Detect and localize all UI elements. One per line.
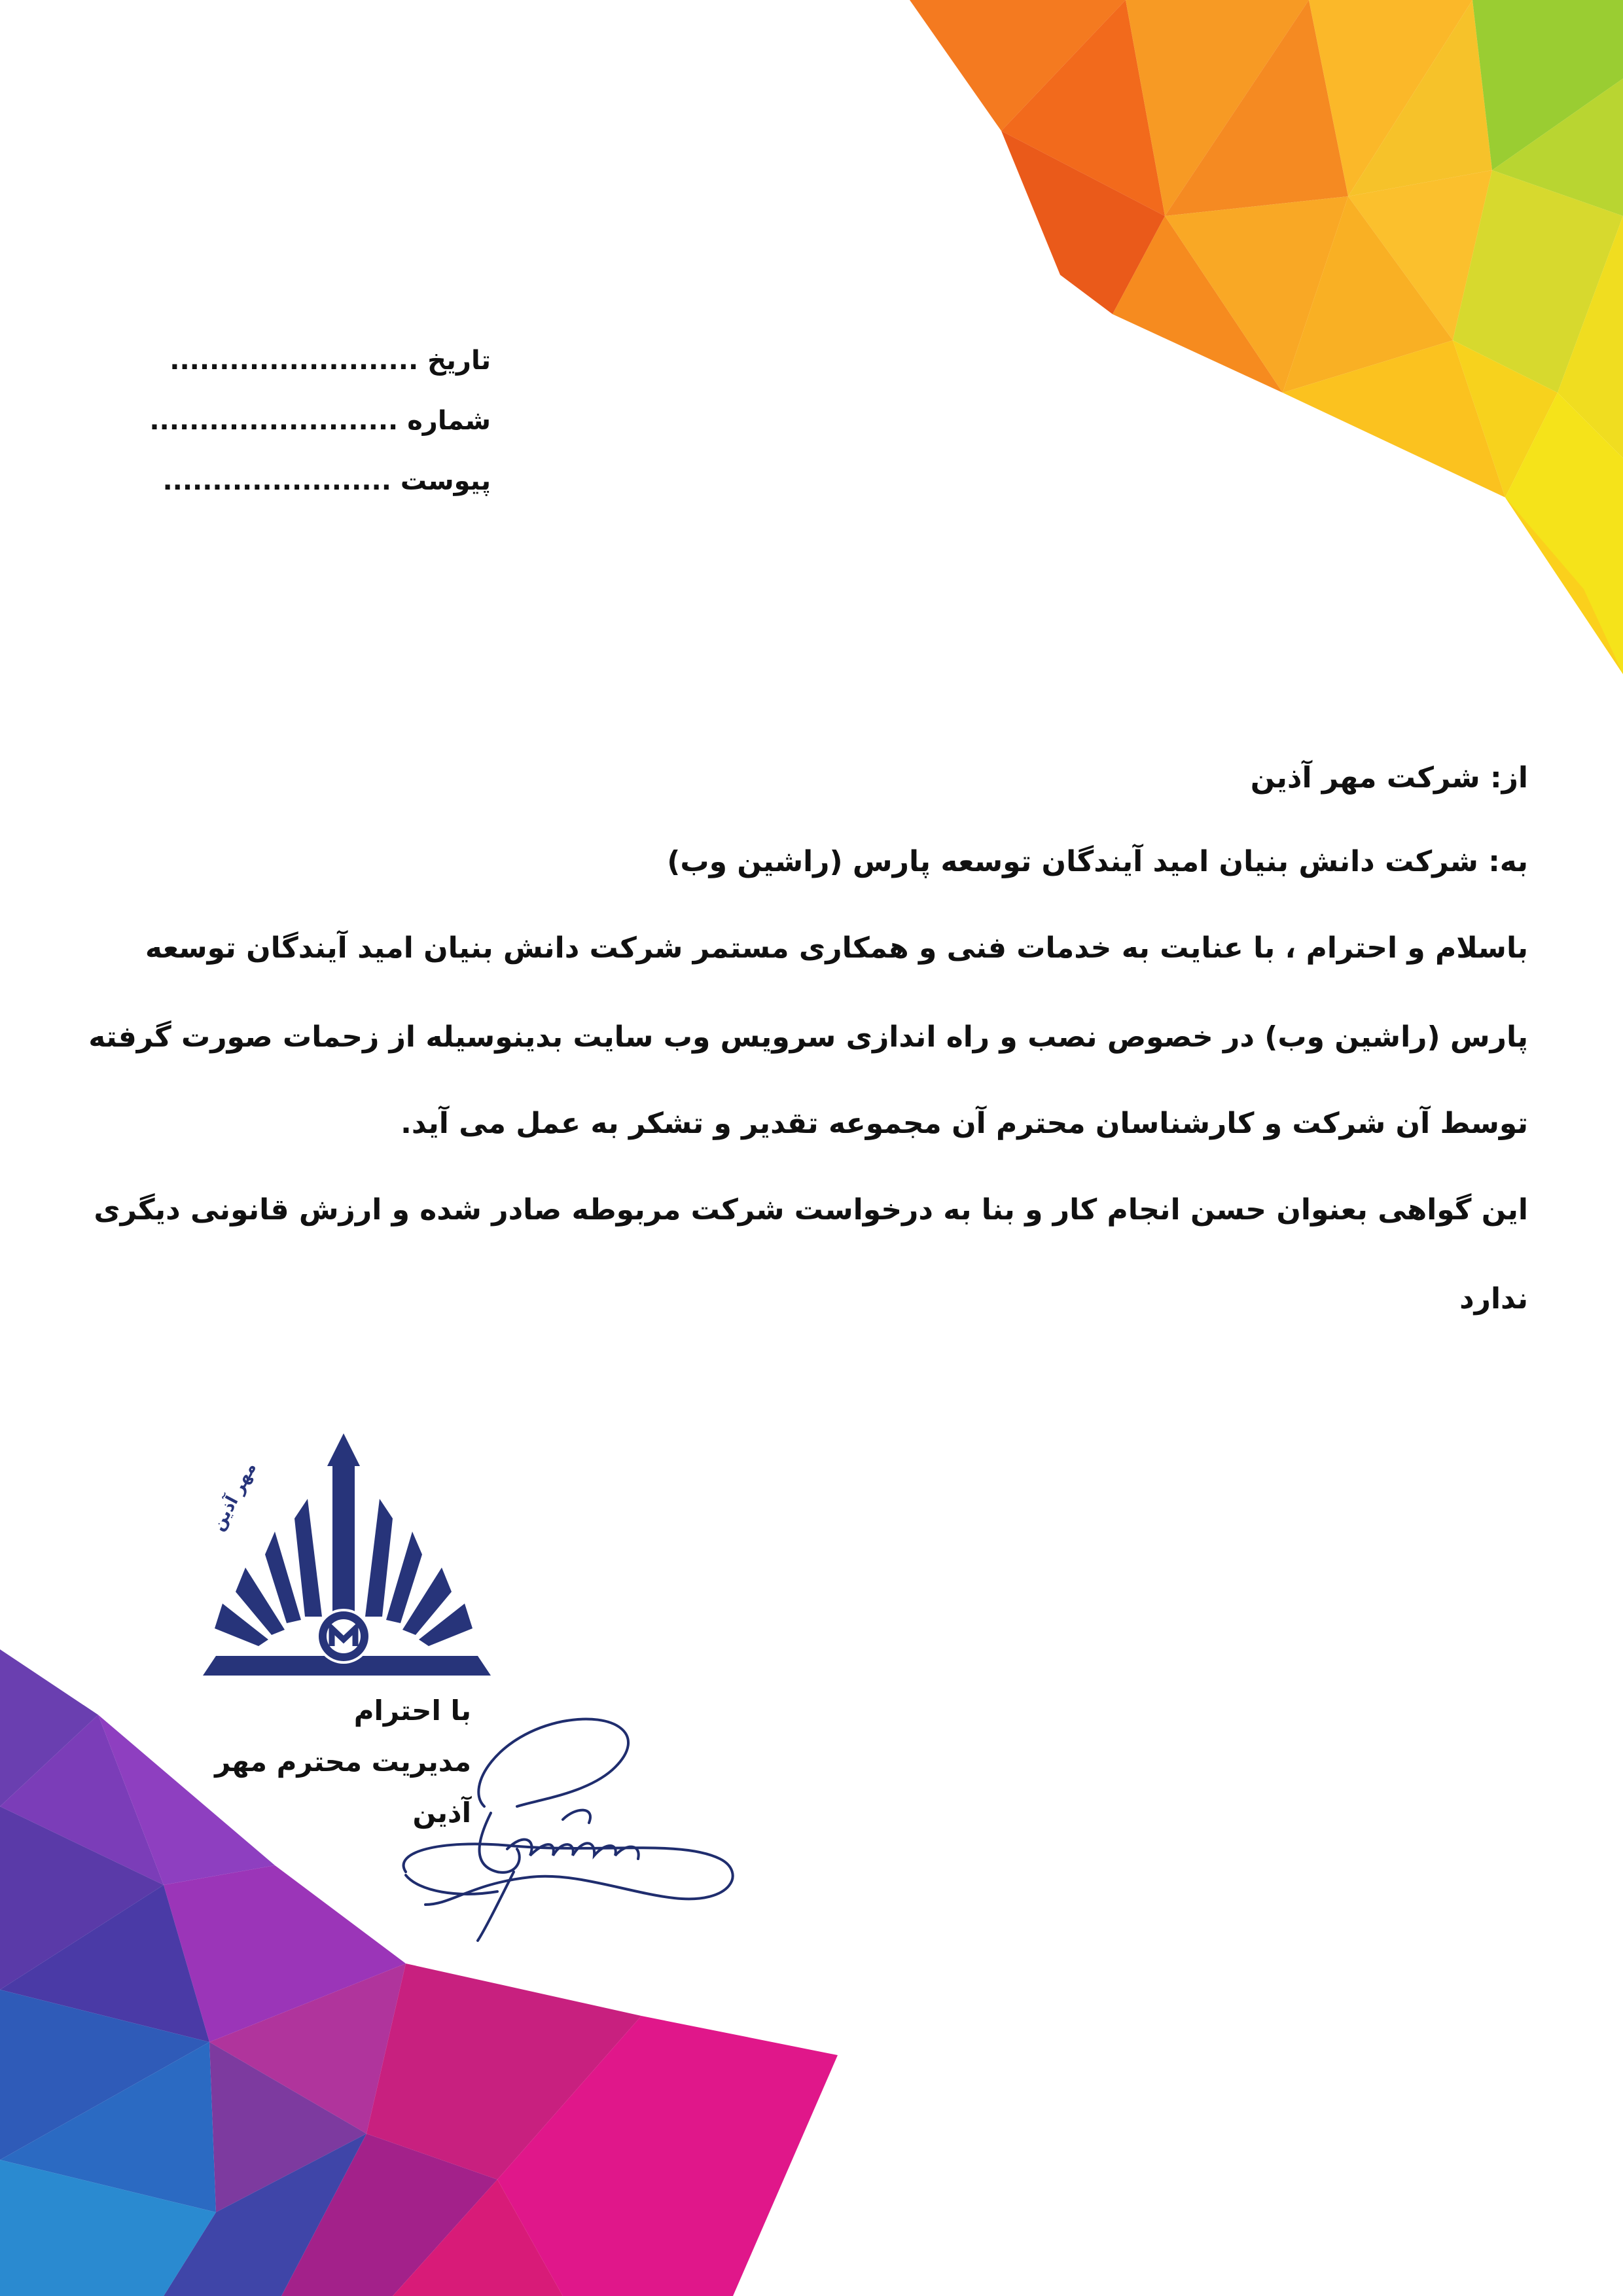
date-row: [169, 331, 491, 391]
company-logo: [203, 1420, 491, 1682]
number-dots: .........................: [149, 406, 399, 436]
top-right-polygons: [910, 0, 1623, 674]
date-dots: .........................: [169, 346, 419, 376]
number-row: [149, 391, 491, 451]
body-line: این گواهی بعنوان حسن انجام کار و بنا به درخواست شرکت مربوطه صادر شده و ارزش قانونی دیگری: [94, 1193, 1528, 1227]
date-label: تاریخ: [427, 346, 491, 376]
body-line: پارس (راشین وب) در خصوص نصب و راه اندازی سرویس وب سایت بدینوسیله از زحمات صورت گرفته: [88, 1020, 1528, 1054]
attachment-label: پیوست: [400, 466, 491, 496]
logo-text: مهر آذین: [208, 1459, 260, 1535]
from-line: از: شرکت مهر آذین: [1250, 761, 1528, 795]
attachment-dots: .......................: [162, 466, 391, 496]
signatory-text: مدیریت محترم مهر آذین: [215, 1746, 471, 1829]
regards-text: با احترام: [353, 1695, 471, 1727]
letter-meta: [149, 331, 491, 511]
body-line: باسلام و احترام ، با عنایت به خدمات فنی و همکاری مستمر شرکت دانش بنیان امید آیندگان توسعه: [145, 931, 1528, 965]
letter-body: [88, 736, 1528, 1344]
body-line: توسط آن شرکت و کارشناسان محترم آن مجموعه تقدیر و تشکر به عمل می آید.: [401, 1107, 1528, 1140]
body-line: ندارد: [1459, 1282, 1528, 1316]
attachment-row: [162, 451, 491, 511]
number-label: شماره: [407, 406, 491, 436]
handwritten-signature: [366, 1708, 746, 1944]
to-line: به: شرکت دانش بنیان امید آیندگان توسعه پارس (راشین وب): [667, 845, 1528, 878]
